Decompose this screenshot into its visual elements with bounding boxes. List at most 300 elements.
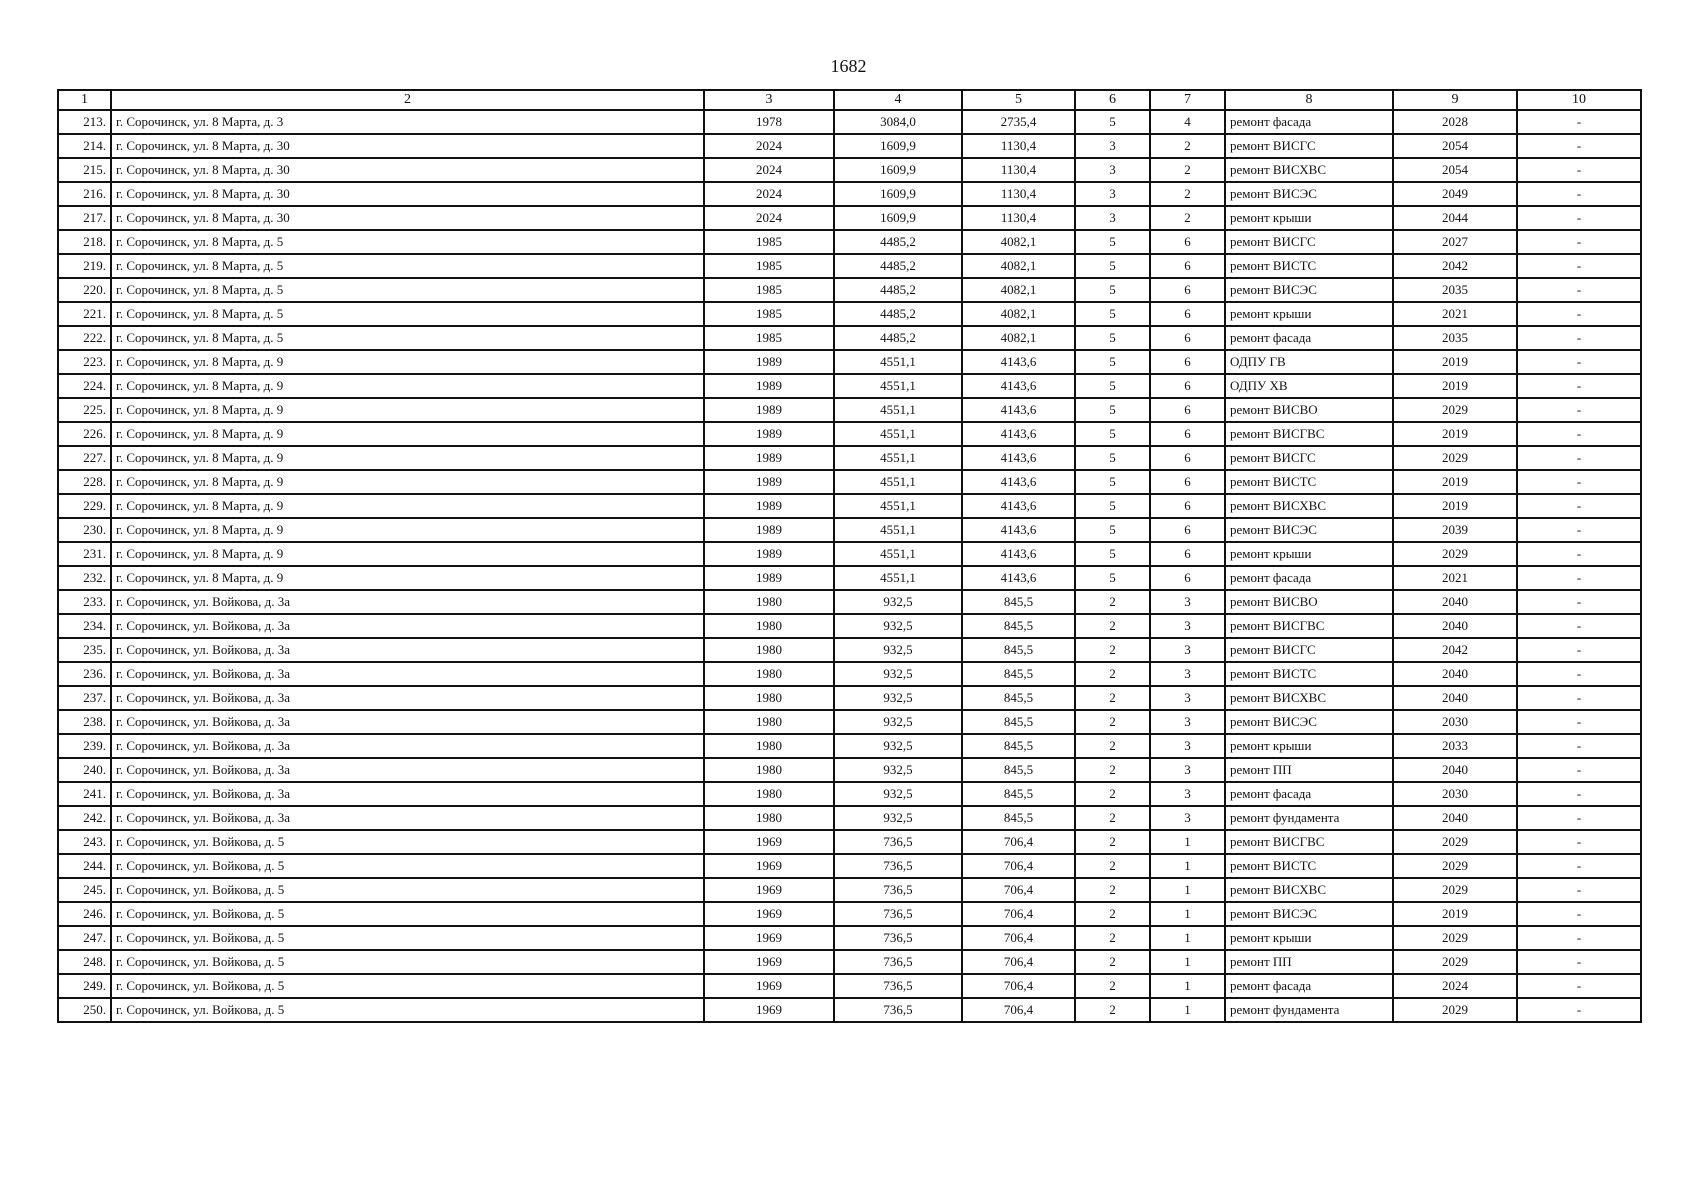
cell-work-type: ремонт фасада <box>1225 974 1393 998</box>
table-row <box>58 734 1641 758</box>
cell-planned-year: 2039 <box>1393 518 1517 542</box>
cell-total-area: 4485,2 <box>834 326 962 350</box>
cell-planned-year: 2040 <box>1393 662 1517 686</box>
cell-living-area: 706,4 <box>962 830 1075 854</box>
cell-row-number: 223. <box>58 350 111 374</box>
cell-year-built: 2024 <box>704 158 834 182</box>
cell-entrances: 6 <box>1150 230 1225 254</box>
cell-year-built: 1980 <box>704 806 834 830</box>
cell-address: г. Сорочинск, ул. Войкова, д. 3а <box>111 614 704 638</box>
cell-note: - <box>1517 998 1641 1022</box>
cell-entrances: 1 <box>1150 974 1225 998</box>
cell-note: - <box>1517 854 1641 878</box>
cell-total-area: 4485,2 <box>834 278 962 302</box>
cell-living-area: 4143,6 <box>962 350 1075 374</box>
table-row <box>58 374 1641 398</box>
cell-planned-year: 2029 <box>1393 950 1517 974</box>
cell-planned-year: 2040 <box>1393 590 1517 614</box>
cell-work-type: ремонт крыши <box>1225 206 1393 230</box>
cell-entrances: 3 <box>1150 590 1225 614</box>
cell-entrances: 3 <box>1150 662 1225 686</box>
cell-note: - <box>1517 878 1641 902</box>
cell-address: г. Сорочинск, ул. 8 Марта, д. 9 <box>111 566 704 590</box>
cell-note: - <box>1517 566 1641 590</box>
cell-living-area: 706,4 <box>962 854 1075 878</box>
cell-total-area: 736,5 <box>834 950 962 974</box>
cell-entrances: 6 <box>1150 374 1225 398</box>
cell-total-area: 4551,1 <box>834 350 962 374</box>
cell-row-number: 234. <box>58 614 111 638</box>
cell-year-built: 1978 <box>704 110 834 134</box>
cell-total-area: 736,5 <box>834 878 962 902</box>
registry-table <box>57 89 1642 1023</box>
cell-entrances: 1 <box>1150 878 1225 902</box>
cell-note: - <box>1517 110 1641 134</box>
cell-note: - <box>1517 134 1641 158</box>
column-header: 9 <box>1393 90 1517 110</box>
cell-total-area: 4551,1 <box>834 542 962 566</box>
column-header: 2 <box>111 90 704 110</box>
cell-living-area: 845,5 <box>962 614 1075 638</box>
cell-entrances: 3 <box>1150 614 1225 638</box>
table-row <box>58 398 1641 422</box>
cell-floors: 2 <box>1075 710 1150 734</box>
cell-entrances: 3 <box>1150 758 1225 782</box>
cell-year-built: 1989 <box>704 566 834 590</box>
cell-floors: 5 <box>1075 470 1150 494</box>
cell-floors: 2 <box>1075 758 1150 782</box>
cell-floors: 5 <box>1075 254 1150 278</box>
cell-total-area: 1609,9 <box>834 158 962 182</box>
cell-row-number: 220. <box>58 278 111 302</box>
cell-note: - <box>1517 518 1641 542</box>
cell-total-area: 932,5 <box>834 686 962 710</box>
column-header: 4 <box>834 90 962 110</box>
cell-entrances: 2 <box>1150 206 1225 230</box>
cell-planned-year: 2029 <box>1393 854 1517 878</box>
cell-note: - <box>1517 494 1641 518</box>
table-row <box>58 806 1641 830</box>
cell-row-number: 221. <box>58 302 111 326</box>
cell-entrances: 6 <box>1150 422 1225 446</box>
column-header: 7 <box>1150 90 1225 110</box>
cell-planned-year: 2054 <box>1393 134 1517 158</box>
cell-total-area: 4551,1 <box>834 422 962 446</box>
cell-row-number: 225. <box>58 398 111 422</box>
cell-entrances: 6 <box>1150 470 1225 494</box>
cell-address: г. Сорочинск, ул. 8 Марта, д. 3 <box>111 110 704 134</box>
cell-floors: 2 <box>1075 806 1150 830</box>
cell-address: г. Сорочинск, ул. 8 Марта, д. 9 <box>111 446 704 470</box>
cell-entrances: 3 <box>1150 734 1225 758</box>
cell-floors: 3 <box>1075 182 1150 206</box>
page-number: 1682 <box>830 56 867 76</box>
cell-note: - <box>1517 278 1641 302</box>
table-row <box>58 902 1641 926</box>
cell-entrances: 2 <box>1150 182 1225 206</box>
cell-address: г. Сорочинск, ул. 8 Марта, д. 30 <box>111 134 704 158</box>
table-row <box>58 422 1641 446</box>
cell-total-area: 4485,2 <box>834 230 962 254</box>
cell-year-built: 1989 <box>704 542 834 566</box>
cell-row-number: 249. <box>58 974 111 998</box>
cell-row-number: 230. <box>58 518 111 542</box>
cell-planned-year: 2042 <box>1393 254 1517 278</box>
cell-planned-year: 2029 <box>1393 878 1517 902</box>
cell-year-built: 1980 <box>704 590 834 614</box>
cell-living-area: 845,5 <box>962 734 1075 758</box>
cell-planned-year: 2029 <box>1393 830 1517 854</box>
cell-note: - <box>1517 470 1641 494</box>
cell-planned-year: 2035 <box>1393 326 1517 350</box>
cell-work-type: ремонт ВИСГВС <box>1225 614 1393 638</box>
cell-address: г. Сорочинск, ул. Войкова, д. 5 <box>111 878 704 902</box>
cell-floors: 5 <box>1075 494 1150 518</box>
cell-address: г. Сорочинск, ул. 8 Марта, д. 9 <box>111 398 704 422</box>
cell-planned-year: 2040 <box>1393 686 1517 710</box>
cell-planned-year: 2029 <box>1393 398 1517 422</box>
cell-row-number: 217. <box>58 206 111 230</box>
cell-year-built: 1989 <box>704 446 834 470</box>
cell-work-type: ремонт крыши <box>1225 926 1393 950</box>
cell-floors: 5 <box>1075 398 1150 422</box>
cell-living-area: 4143,6 <box>962 446 1075 470</box>
cell-living-area: 706,4 <box>962 950 1075 974</box>
column-header: 5 <box>962 90 1075 110</box>
cell-living-area: 2735,4 <box>962 110 1075 134</box>
cell-total-area: 3084,0 <box>834 110 962 134</box>
cell-address: г. Сорочинск, ул. Войкова, д. 5 <box>111 902 704 926</box>
cell-address: г. Сорочинск, ул. Войкова, д. 5 <box>111 926 704 950</box>
cell-floors: 5 <box>1075 326 1150 350</box>
cell-work-type: ОДПУ ХВ <box>1225 374 1393 398</box>
cell-note: - <box>1517 302 1641 326</box>
table-row <box>58 878 1641 902</box>
cell-year-built: 1980 <box>704 782 834 806</box>
cell-total-area: 1609,9 <box>834 206 962 230</box>
table-row <box>58 710 1641 734</box>
cell-year-built: 1969 <box>704 926 834 950</box>
cell-row-number: 216. <box>58 182 111 206</box>
cell-planned-year: 2033 <box>1393 734 1517 758</box>
cell-total-area: 736,5 <box>834 830 962 854</box>
cell-address: г. Сорочинск, ул. Войкова, д. 3а <box>111 686 704 710</box>
cell-planned-year: 2029 <box>1393 998 1517 1022</box>
cell-row-number: 226. <box>58 422 111 446</box>
cell-year-built: 1989 <box>704 422 834 446</box>
cell-total-area: 4551,1 <box>834 398 962 422</box>
cell-total-area: 932,5 <box>834 806 962 830</box>
cell-planned-year: 2044 <box>1393 206 1517 230</box>
cell-row-number: 231. <box>58 542 111 566</box>
table-row <box>58 926 1641 950</box>
cell-row-number: 243. <box>58 830 111 854</box>
cell-year-built: 2024 <box>704 182 834 206</box>
cell-floors: 5 <box>1075 278 1150 302</box>
cell-planned-year: 2027 <box>1393 230 1517 254</box>
table-row <box>58 254 1641 278</box>
cell-address: г. Сорочинск, ул. 8 Марта, д. 9 <box>111 542 704 566</box>
cell-row-number: 238. <box>58 710 111 734</box>
cell-year-built: 1985 <box>704 326 834 350</box>
cell-living-area: 4143,6 <box>962 518 1075 542</box>
cell-living-area: 845,5 <box>962 686 1075 710</box>
cell-floors: 2 <box>1075 662 1150 686</box>
cell-address: г. Сорочинск, ул. 8 Марта, д. 30 <box>111 206 704 230</box>
cell-row-number: 245. <box>58 878 111 902</box>
cell-total-area: 4485,2 <box>834 254 962 278</box>
cell-work-type: ремонт ВИСТС <box>1225 662 1393 686</box>
cell-work-type: ремонт ВИСТС <box>1225 854 1393 878</box>
cell-address: г. Сорочинск, ул. 8 Марта, д. 5 <box>111 326 704 350</box>
table-row <box>58 974 1641 998</box>
cell-living-area: 4082,1 <box>962 230 1075 254</box>
cell-note: - <box>1517 806 1641 830</box>
cell-total-area: 1609,9 <box>834 182 962 206</box>
cell-planned-year: 2019 <box>1393 470 1517 494</box>
cell-address: г. Сорочинск, ул. Войкова, д. 5 <box>111 830 704 854</box>
cell-row-number: 222. <box>58 326 111 350</box>
cell-work-type: ремонт фасада <box>1225 326 1393 350</box>
cell-living-area: 4082,1 <box>962 302 1075 326</box>
cell-planned-year: 2019 <box>1393 422 1517 446</box>
cell-total-area: 1609,9 <box>834 134 962 158</box>
cell-living-area: 4143,6 <box>962 470 1075 494</box>
cell-living-area: 845,5 <box>962 758 1075 782</box>
cell-work-type: ремонт ВИСХВС <box>1225 686 1393 710</box>
cell-living-area: 845,5 <box>962 782 1075 806</box>
cell-work-type: ремонт ВИСГС <box>1225 638 1393 662</box>
cell-note: - <box>1517 542 1641 566</box>
cell-total-area: 4551,1 <box>834 470 962 494</box>
table-row <box>58 830 1641 854</box>
cell-floors: 5 <box>1075 422 1150 446</box>
table-row <box>58 110 1641 134</box>
cell-living-area: 4143,6 <box>962 422 1075 446</box>
cell-address: г. Сорочинск, ул. Войкова, д. 3а <box>111 758 704 782</box>
cell-year-built: 1985 <box>704 278 834 302</box>
cell-planned-year: 2040 <box>1393 614 1517 638</box>
table-row <box>58 614 1641 638</box>
cell-total-area: 736,5 <box>834 902 962 926</box>
cell-floors: 2 <box>1075 782 1150 806</box>
cell-row-number: 233. <box>58 590 111 614</box>
cell-living-area: 1130,4 <box>962 182 1075 206</box>
cell-living-area: 845,5 <box>962 710 1075 734</box>
cell-address: г. Сорочинск, ул. 8 Марта, д. 9 <box>111 518 704 542</box>
cell-floors: 5 <box>1075 566 1150 590</box>
cell-total-area: 736,5 <box>834 974 962 998</box>
cell-total-area: 4551,1 <box>834 374 962 398</box>
cell-note: - <box>1517 350 1641 374</box>
cell-floors: 5 <box>1075 230 1150 254</box>
cell-year-built: 1989 <box>704 470 834 494</box>
cell-row-number: 214. <box>58 134 111 158</box>
cell-address: г. Сорочинск, ул. 8 Марта, д. 5 <box>111 254 704 278</box>
cell-planned-year: 2019 <box>1393 374 1517 398</box>
cell-year-built: 1980 <box>704 638 834 662</box>
cell-row-number: 227. <box>58 446 111 470</box>
cell-work-type: ремонт ВИСЭС <box>1225 710 1393 734</box>
table-row <box>58 950 1641 974</box>
cell-work-type: ремонт крыши <box>1225 302 1393 326</box>
cell-row-number: 236. <box>58 662 111 686</box>
cell-floors: 2 <box>1075 590 1150 614</box>
cell-work-type: ремонт крыши <box>1225 734 1393 758</box>
cell-year-built: 1969 <box>704 878 834 902</box>
cell-living-area: 845,5 <box>962 806 1075 830</box>
cell-year-built: 1985 <box>704 254 834 278</box>
table-row <box>58 686 1641 710</box>
cell-address: г. Сорочинск, ул. 8 Марта, д. 30 <box>111 158 704 182</box>
column-header: 1 <box>58 90 111 110</box>
cell-note: - <box>1517 422 1641 446</box>
cell-entrances: 3 <box>1150 638 1225 662</box>
cell-entrances: 6 <box>1150 278 1225 302</box>
cell-entrances: 1 <box>1150 830 1225 854</box>
cell-year-built: 1980 <box>704 614 834 638</box>
cell-entrances: 3 <box>1150 710 1225 734</box>
cell-note: - <box>1517 398 1641 422</box>
cell-total-area: 932,5 <box>834 590 962 614</box>
cell-note: - <box>1517 782 1641 806</box>
cell-total-area: 736,5 <box>834 854 962 878</box>
cell-note: - <box>1517 206 1641 230</box>
cell-address: г. Сорочинск, ул. 8 Марта, д. 9 <box>111 374 704 398</box>
cell-address: г. Сорочинск, ул. 8 Марта, д. 9 <box>111 494 704 518</box>
cell-work-type: ремонт ВИСХВС <box>1225 878 1393 902</box>
cell-entrances: 6 <box>1150 446 1225 470</box>
cell-work-type: ремонт ВИСВО <box>1225 590 1393 614</box>
cell-living-area: 1130,4 <box>962 158 1075 182</box>
cell-planned-year: 2021 <box>1393 302 1517 326</box>
cell-entrances: 6 <box>1150 326 1225 350</box>
cell-planned-year: 2019 <box>1393 902 1517 926</box>
cell-living-area: 4143,6 <box>962 566 1075 590</box>
cell-address: г. Сорочинск, ул. Войкова, д. 5 <box>111 998 704 1022</box>
cell-row-number: 239. <box>58 734 111 758</box>
cell-floors: 2 <box>1075 950 1150 974</box>
cell-year-built: 1985 <box>704 302 834 326</box>
column-header: 10 <box>1517 90 1641 110</box>
cell-floors: 3 <box>1075 158 1150 182</box>
cell-floors: 5 <box>1075 446 1150 470</box>
cell-row-number: 232. <box>58 566 111 590</box>
cell-note: - <box>1517 902 1641 926</box>
cell-floors: 2 <box>1075 686 1150 710</box>
cell-living-area: 706,4 <box>962 878 1075 902</box>
cell-floors: 2 <box>1075 734 1150 758</box>
cell-entrances: 2 <box>1150 158 1225 182</box>
cell-total-area: 932,5 <box>834 662 962 686</box>
cell-year-built: 2024 <box>704 206 834 230</box>
table-row <box>58 158 1641 182</box>
cell-work-type: ремонт ВИСГВС <box>1225 830 1393 854</box>
cell-floors: 2 <box>1075 830 1150 854</box>
table-row <box>58 662 1641 686</box>
cell-year-built: 1989 <box>704 398 834 422</box>
cell-floors: 5 <box>1075 518 1150 542</box>
cell-planned-year: 2029 <box>1393 926 1517 950</box>
table-row <box>58 470 1641 494</box>
cell-row-number: 228. <box>58 470 111 494</box>
cell-work-type: ремонт ВИСХВС <box>1225 494 1393 518</box>
cell-floors: 3 <box>1075 134 1150 158</box>
cell-entrances: 1 <box>1150 926 1225 950</box>
cell-living-area: 4082,1 <box>962 254 1075 278</box>
cell-planned-year: 2030 <box>1393 782 1517 806</box>
cell-entrances: 1 <box>1150 950 1225 974</box>
cell-entrances: 6 <box>1150 254 1225 278</box>
cell-address: г. Сорочинск, ул. Войкова, д. 3а <box>111 806 704 830</box>
cell-note: - <box>1517 590 1641 614</box>
cell-total-area: 932,5 <box>834 614 962 638</box>
cell-planned-year: 2054 <box>1393 158 1517 182</box>
cell-entrances: 2 <box>1150 134 1225 158</box>
cell-entrances: 3 <box>1150 686 1225 710</box>
cell-floors: 2 <box>1075 902 1150 926</box>
table-row <box>58 854 1641 878</box>
cell-note: - <box>1517 254 1641 278</box>
cell-planned-year: 2029 <box>1393 542 1517 566</box>
cell-work-type: ремонт фундамента <box>1225 998 1393 1022</box>
cell-total-area: 4551,1 <box>834 446 962 470</box>
cell-living-area: 4082,1 <box>962 326 1075 350</box>
cell-work-type: ремонт ВИСГС <box>1225 446 1393 470</box>
cell-floors: 5 <box>1075 110 1150 134</box>
table-row <box>58 998 1641 1022</box>
cell-note: - <box>1517 638 1641 662</box>
table-body <box>58 110 1641 1022</box>
cell-year-built: 1989 <box>704 494 834 518</box>
cell-work-type: ремонт ВИСГС <box>1225 134 1393 158</box>
cell-entrances: 3 <box>1150 806 1225 830</box>
cell-work-type: ремонт крыши <box>1225 542 1393 566</box>
cell-planned-year: 2024 <box>1393 974 1517 998</box>
cell-entrances: 1 <box>1150 854 1225 878</box>
cell-year-built: 1969 <box>704 830 834 854</box>
cell-note: - <box>1517 662 1641 686</box>
cell-address: г. Сорочинск, ул. Войкова, д. 3а <box>111 782 704 806</box>
cell-planned-year: 2040 <box>1393 758 1517 782</box>
cell-total-area: 736,5 <box>834 926 962 950</box>
cell-address: г. Сорочинск, ул. Войкова, д. 5 <box>111 854 704 878</box>
cell-address: г. Сорочинск, ул. 8 Марта, д. 30 <box>111 182 704 206</box>
table-row <box>58 230 1641 254</box>
cell-year-built: 1989 <box>704 350 834 374</box>
cell-address: г. Сорочинск, ул. Войкова, д. 3а <box>111 662 704 686</box>
table-row <box>58 182 1641 206</box>
cell-entrances: 6 <box>1150 398 1225 422</box>
cell-work-type: ремонт ВИСЭС <box>1225 278 1393 302</box>
cell-work-type: ремонт ПП <box>1225 758 1393 782</box>
cell-floors: 2 <box>1075 998 1150 1022</box>
cell-note: - <box>1517 926 1641 950</box>
cell-note: - <box>1517 182 1641 206</box>
cell-address: г. Сорочинск, ул. Войкова, д. 5 <box>111 974 704 998</box>
cell-entrances: 6 <box>1150 302 1225 326</box>
cell-work-type: ремонт ВИСТС <box>1225 254 1393 278</box>
table-row <box>58 542 1641 566</box>
cell-work-type: ремонт ВИСВО <box>1225 398 1393 422</box>
cell-note: - <box>1517 710 1641 734</box>
cell-total-area: 4485,2 <box>834 302 962 326</box>
cell-planned-year: 2021 <box>1393 566 1517 590</box>
cell-year-built: 1980 <box>704 758 834 782</box>
cell-floors: 5 <box>1075 542 1150 566</box>
cell-floors: 5 <box>1075 350 1150 374</box>
column-header: 3 <box>704 90 834 110</box>
